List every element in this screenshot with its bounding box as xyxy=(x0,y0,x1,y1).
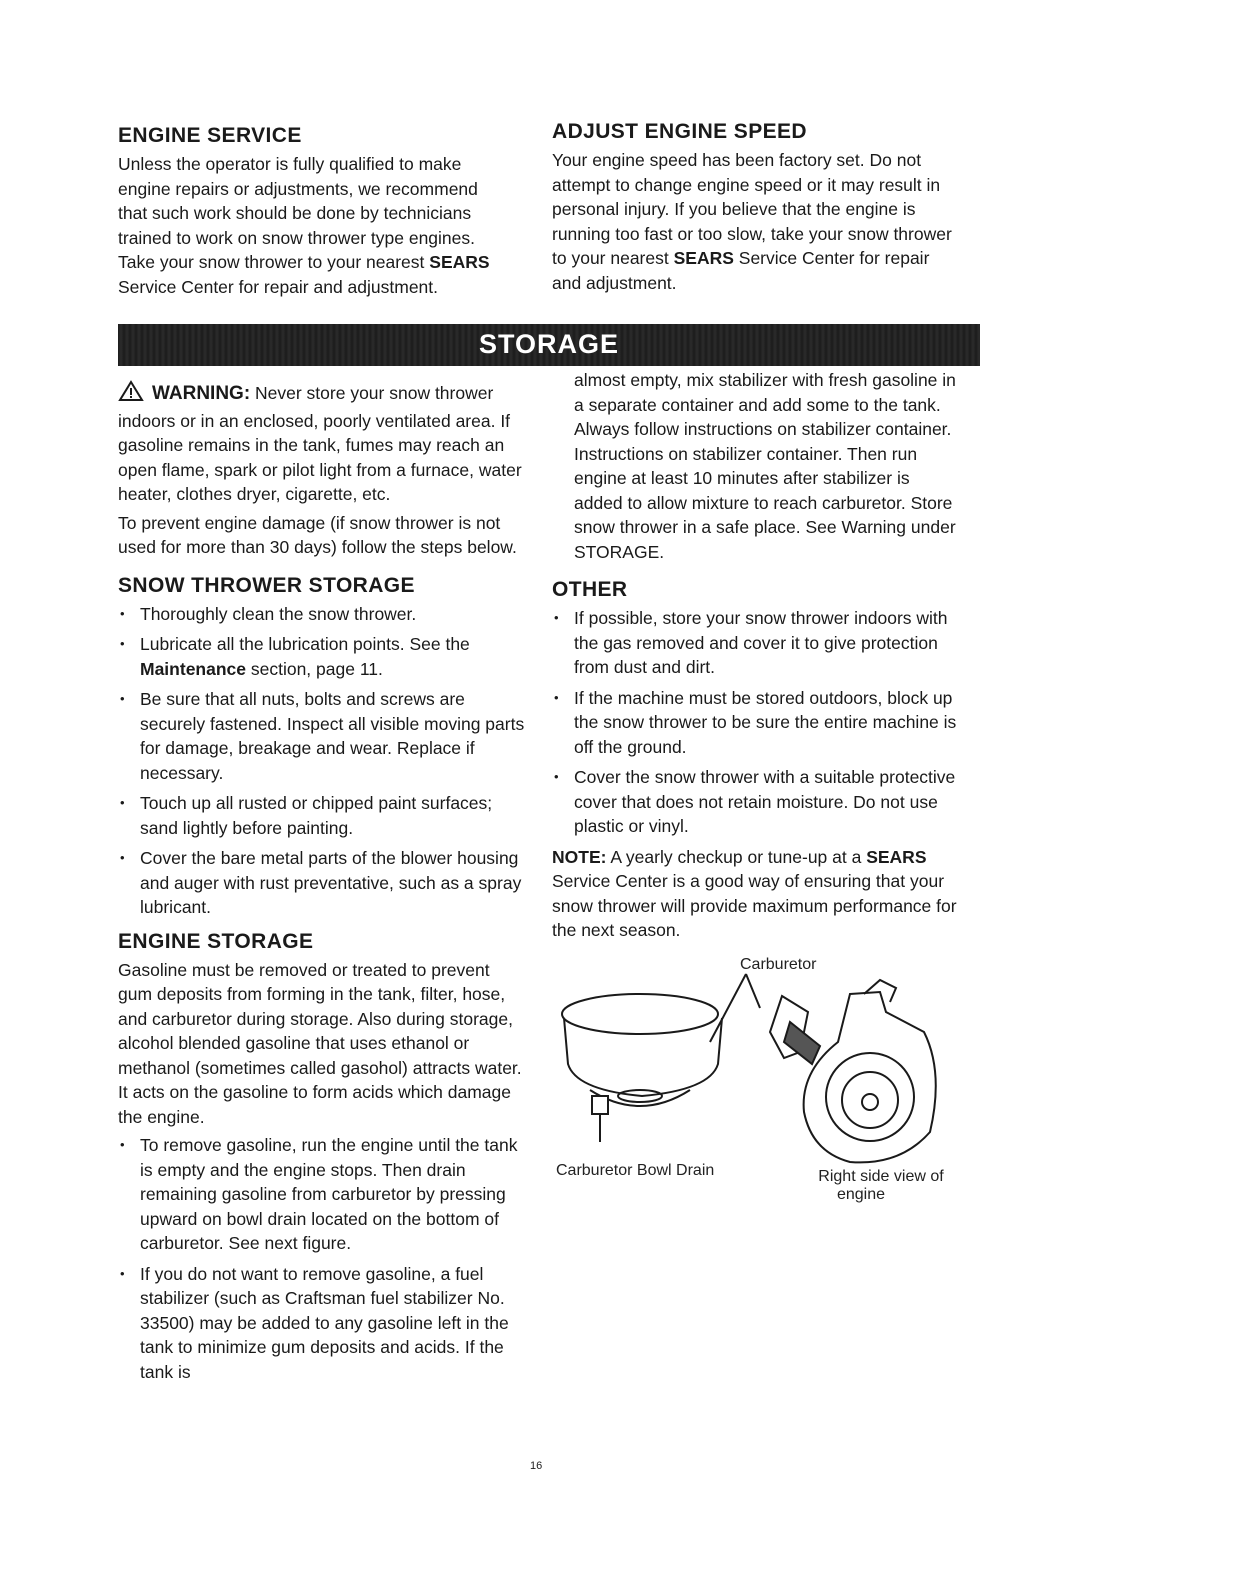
engine-service-section xyxy=(118,124,500,299)
continued-text: almost empty, mix stabilizer with fresh gasoline in a separate container and add some to the tank. Always follow instructions on stabilizer container. Instructions on stabilizer container. Then run engine at least 10 minutes after stabilizer is added to allow mixture to reach carburetor. Store snow thrower in a safe place. See Warning under STORAGE. xyxy=(574,370,956,562)
list-item: • Cover the snow thrower with a suitable protective cover that does not retain moisture. Do not use plastic or vinyl. xyxy=(552,765,962,839)
storage-banner xyxy=(118,324,980,366)
side-view-label: Right side view of engine xyxy=(818,1168,944,1203)
other-list xyxy=(552,606,962,839)
bowl-drain-label: Carburetor Bowl Drain xyxy=(556,1162,715,1179)
list-item: • Cover the bare metal parts of the blower housing and auger with rust preventative, such as a spray lubricant. xyxy=(118,846,528,920)
engine-service-body: Unless the operator is fully qualified to make engine repairs or adjustments, we recommend that such work should be done by technicians trained to work on snow thrower type engines. Take your snow thrower to your nearest SEARS Service Center for repair and adjustment. xyxy=(118,154,490,297)
snow-thrower-storage-list xyxy=(118,602,528,920)
list-item: • Lubricate all the lubrication points. See the Maintenance section, page 11. xyxy=(118,632,528,681)
warning-label: WARNING: xyxy=(152,383,251,404)
warning-triangle-icon xyxy=(118,380,144,409)
engine-storage-heading: ENGINE STORAGE xyxy=(118,929,314,953)
list-item: • If the machine must be stored outdoors, block up the snow thrower to be sure the entire machine is off the ground. xyxy=(552,686,962,760)
page-number: 16 xyxy=(530,1460,543,1472)
warning-paragraph: WARNING: Never store your snow thrower indoors or in an enclosed, poorly ventilated area. If gasoline remains in the tank, fumes may reach an open flame, spark or pilot light from a furnace, water heater, clothes dryer, cigarette, etc. xyxy=(118,380,528,507)
other-heading: OTHER xyxy=(552,578,628,601)
list-item: • Be sure that all nuts, bolts and screws are securely fastened. Inspect all visible moving parts for damage, breakage and wear. Replace if necessary. xyxy=(118,687,528,785)
list-item: • If you do not want to remove gasoline, a fuel stabilizer (such as Craftsman fuel stabilizer No. 33500) may be added to any gasoline left in the tank to minimize gum deposits and acids. If the tank is xyxy=(118,1262,528,1385)
list-item: • If possible, store your snow thrower indoors with the gas removed and cover it to give protection from dust and dirt. xyxy=(552,606,962,680)
adjust-engine-speed-section xyxy=(552,120,962,295)
engine-storage-list xyxy=(118,1133,528,1384)
engine-storage-body: Gasoline must be removed or treated to prevent gum deposits from forming in the tank, filter, hose, and carburetor during storage. Also during storage, alcohol blended gasoline that uses ethanol or methanol (sometimes called gasohol) attracts water. It acts on the gasoline to form acids which damage the engine. xyxy=(118,959,522,1127)
note-label: NOTE: xyxy=(552,846,607,867)
right-column xyxy=(552,368,962,943)
carburetor-label: Carburetor xyxy=(740,956,817,973)
prevent-damage-text: To prevent engine damage (if snow thrower is not used for more than 30 days) follow the steps below. xyxy=(118,512,517,557)
adjust-engine-speed-heading: ADJUST ENGINE SPEED xyxy=(552,120,807,143)
note-paragraph: NOTE: A yearly checkup or tune-up at a SEARS Service Center is a good way of ensuring that your snow thrower will provide maximum performance for the next season. xyxy=(552,846,957,940)
list-item: • To remove gasoline, run the engine until the tank is empty and the engine stops. Then drain remaining gasoline from carburetor by pressing upward on bowl drain located on the bottom of carburetor. See next figure. xyxy=(118,1133,528,1256)
snow-thrower-storage-heading: SNOW THROWER STORAGE xyxy=(118,573,415,597)
storage-banner-title: STORAGE xyxy=(478,329,620,359)
engine-service-heading: ENGINE SERVICE xyxy=(118,124,302,147)
list-item: • Thoroughly clean the snow thrower. xyxy=(118,602,528,627)
carburetor-figure xyxy=(550,972,970,1172)
adjust-engine-speed-body: Your engine speed has been factory set. Do not attempt to change engine speed or it may result in personal injury. If you believe that the engine is running too fast or too slow, take your snow thrower to your nearest SEARS Service Center for repair and adjustment. xyxy=(552,150,952,293)
list-item: • Touch up all rusted or chipped paint surfaces; sand lightly before painting. xyxy=(118,791,528,840)
left-column xyxy=(118,380,528,1390)
